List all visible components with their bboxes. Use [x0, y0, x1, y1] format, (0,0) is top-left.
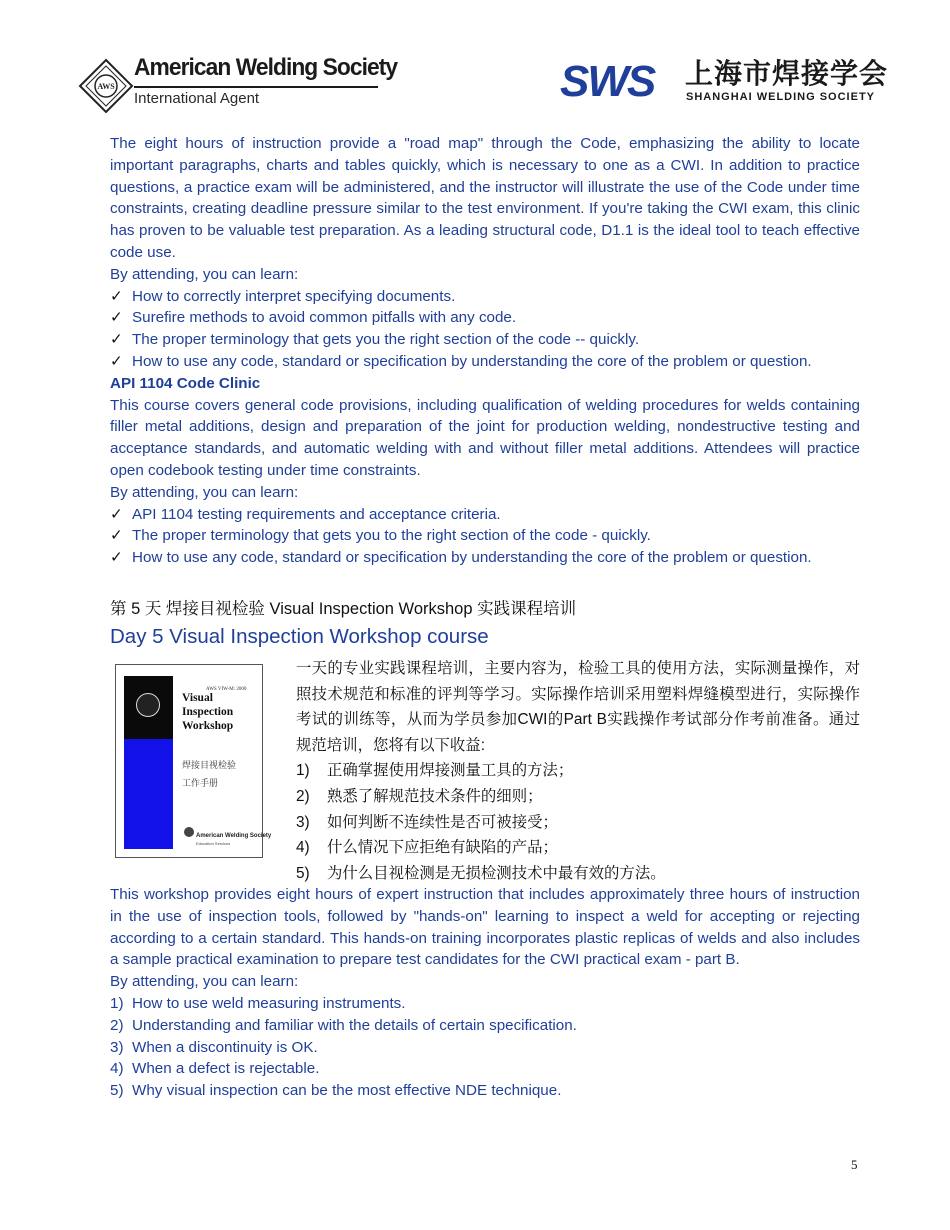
day5-learn-label: By attending, you can learn: — [110, 973, 299, 991]
checkmark-icon: ✓ — [110, 287, 123, 305]
list-item: 5) 为什么目视检测是无损检测技术中最有效的方法。 — [296, 864, 666, 882]
book-cover-image — [115, 664, 272, 858]
sws-mark: SWS — [560, 57, 655, 106]
aws-rule — [134, 86, 378, 88]
list-item: 2) Understanding and familiar with the details of certain specification. — [110, 1016, 577, 1034]
api1104-learn-label: By attending, you can learn: — [110, 483, 299, 501]
page-header — [0, 0, 950, 130]
book-publisher-sub: Education Services — [196, 840, 231, 846]
list-item: ✓ API 1104 testing requirements and acceptance criteria. — [110, 504, 860, 526]
aws-subtitle: International Agent — [134, 90, 260, 107]
aws-logo — [78, 52, 398, 120]
aws-badge-text: AWS — [97, 82, 115, 91]
page-number: 5 — [851, 1157, 858, 1172]
list-item: 3) When a discontinuity is OK. — [110, 1038, 318, 1056]
d11-learn-label: By attending, you can learn: — [110, 265, 299, 283]
sws-english-name: SHANGHAI WELDING SOCIETY — [686, 91, 876, 103]
list-item: 5) Why visual inspection can be the most effective NDE technique. — [110, 1082, 562, 1100]
list-item: 1) How to use weld measuring instruments. — [110, 994, 406, 1012]
checkmark-icon: ✓ — [110, 331, 123, 349]
api1104-body: This course covers general code provisions, including qualification of welding procedures for welds containing filler metal additions, design and preparation of the joint for production welding, nondestructive testing and acceptance standards, and automatic welding with and without filler metal additions. Attendees will practice open codebook testing under time constraints. — [110, 396, 860, 479]
aws-diamond-icon — [78, 58, 134, 114]
list-item: ✓ How to use any code, standard or specification by understanding the core of the problem or question. — [110, 547, 860, 569]
book-cover-blue-band — [124, 739, 173, 849]
list-item: 3) 如何判断不连续性是否可被接受； — [296, 813, 558, 831]
api1104-heading: API 1104 Code Clinic — [110, 374, 261, 392]
list-item: ✓ How to correctly interpret specifying documents. — [110, 286, 860, 308]
list-item: 4) When a defect is rejectable. — [110, 1060, 320, 1078]
book-cn-subtitle: 工作手册 — [182, 777, 219, 788]
book-cn-title: 焊接目视检验 — [182, 759, 237, 770]
d11-intro-paragraph: The eight hours of instruction provide a "road map" through the Code, emphasizing the ability to locate important paragraphs, charts and tables quickly, which is necessary to one as a CWI. In addition to practice questions, a practice exam will be administered, and the instructor will illustrate the use of the Code under time constraints, creating deadline pressure similar to the test environment. If you're taking the CWI exam, this clinic has proven to be valuable test preparation. As a leading structural code, D1.1 is the ideal tool to teach effective code use. — [110, 135, 860, 261]
book-code: AWS VIW-M: 2000 — [206, 686, 247, 692]
aws-name: American Welding Society — [134, 54, 398, 81]
day5-cn-benefit-list — [296, 758, 860, 886]
day5-heading-cn: 第 5 天 焊接目视检验 Visual Inspection Workshop 实践课程培训 — [110, 599, 577, 618]
sws-logo — [560, 57, 889, 108]
list-item: ✓ Surefire methods to avoid common pitfalls with any code. — [110, 307, 860, 329]
list-item: 1) 正确掌握使用焊接测量工具的方法； — [296, 762, 574, 780]
day5-cn-intro: 一天的专业实践课程培训，主要内容为，检验工具的使用方法，实际测量操作，对照技术规范和标准的评判等学习。实际操作培训采用塑料焊缝模型进行，实际操作考试的训练等，从而为学员参加CWI的Part B实践操作考试部分作考前准备。通过规范培训，您将有以下收益: — [296, 659, 860, 754]
api1104-benefit-list — [110, 504, 860, 569]
day5-en-body: This workshop provides eight hours of expert instruction that includes approximately three hours of instruction in the use of inspection tools, followed by "hands-on" learning to inspect a weld for accepting or rejecting according to a certain standard. This hands-on training incorporates plastic replicas of welds and also includes a sample practical examination to prepare test candidates for the CWI practical exam - part B. — [110, 885, 860, 969]
book-title: Visual Inspection Workshop — [182, 691, 234, 732]
day5-cn-text — [296, 656, 860, 886]
day5-en-benefit-list — [110, 993, 860, 1102]
d11-benefit-list — [110, 286, 860, 373]
page-content — [110, 133, 860, 1102]
list-item: ✓ The proper terminology that gets you the right section of the code -- quickly. — [110, 329, 860, 351]
list-item: ✓ How to use any code, standard or specification by understanding the core of the problem or question. — [110, 351, 860, 373]
day5-intro-block — [110, 656, 860, 884]
book-aws-badge-icon — [136, 693, 160, 717]
list-item: ✓ The proper terminology that gets you to the right section of the code - quickly. — [110, 525, 860, 547]
list-item: 2) 熟悉了解规范技术条件的细则； — [296, 787, 543, 805]
checkmark-icon: ✓ — [110, 549, 123, 567]
checkmark-icon: ✓ — [110, 505, 123, 523]
book-publisher: American Welding Society — [196, 832, 272, 839]
checkmark-icon: ✓ — [110, 352, 123, 370]
checkmark-icon: ✓ — [110, 527, 123, 545]
day5-heading-en: Day 5 Visual Inspection Workshop course — [110, 624, 489, 648]
sws-chinese-name: 上海市焊接学会 — [685, 58, 889, 89]
checkmark-icon: ✓ — [110, 309, 123, 327]
book-publisher-icon — [184, 827, 194, 837]
section-spacer — [110, 569, 860, 597]
list-item: 4) 什么情况下应拒绝有缺陷的产品； — [296, 839, 558, 857]
